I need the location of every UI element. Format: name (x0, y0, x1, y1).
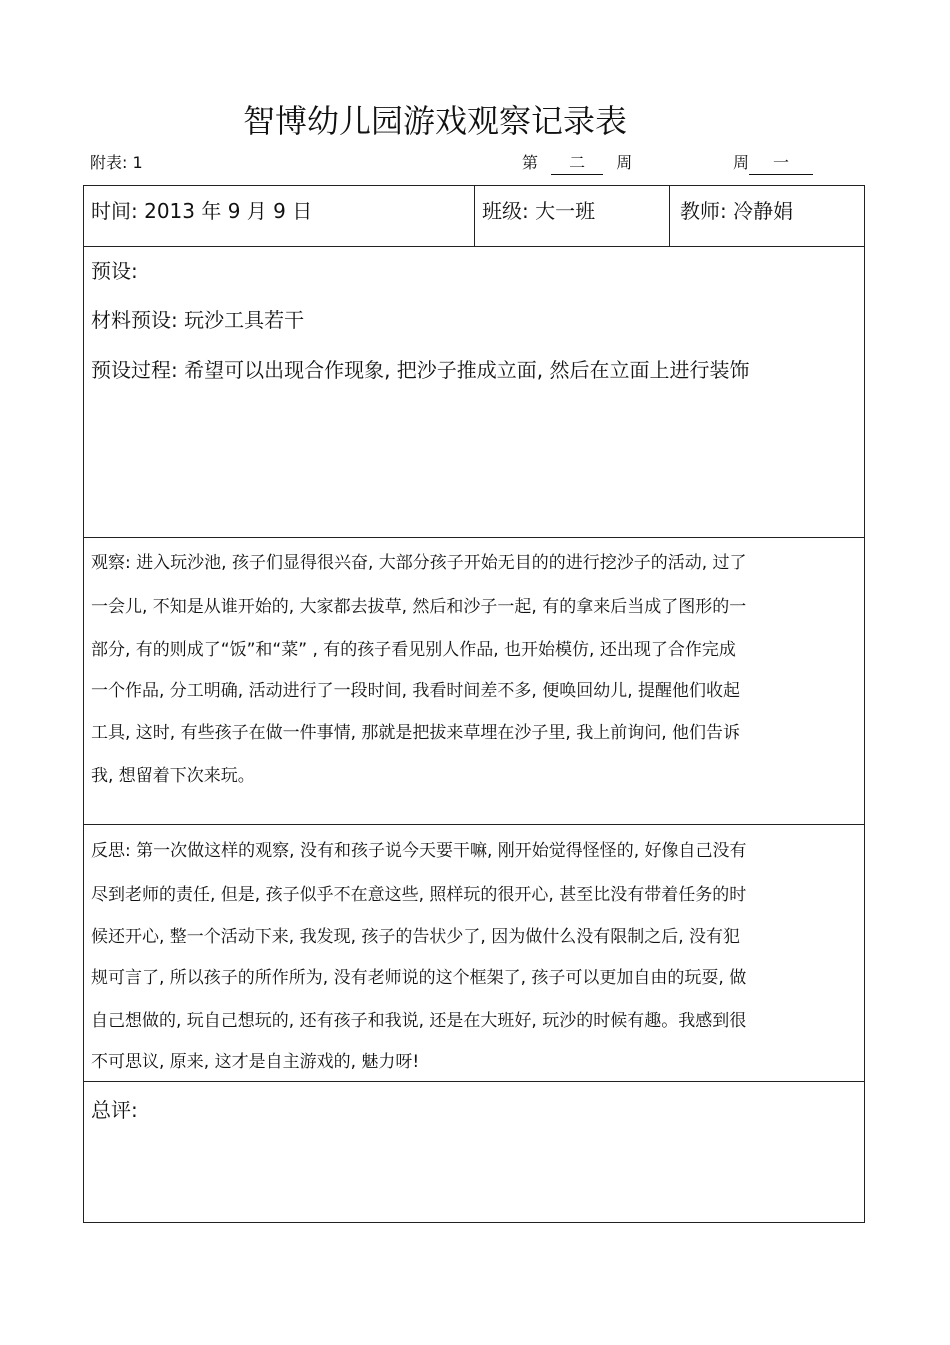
page-title: 智博幼儿园游戏观察记录表 (242, 102, 627, 140)
time-cell: 时间: 2013 年 9 月 9 日 (91, 199, 313, 223)
preset-heading: 预设: (91, 259, 138, 283)
column-divider (474, 185, 475, 247)
class-cell: 班级: 大一班 (482, 199, 596, 223)
week-value: 二 (551, 152, 603, 175)
week-suffix: 周 (616, 153, 633, 172)
observation-line: 工具, 这时, 有些孩子在做一件事情, 那就是把拔来草埋在沙子里, 我上前询问, 他们告诉 (91, 723, 741, 743)
observation-line: 观察: 进入玩沙池, 孩子们显得很兴奋, 大部分孩子开始无目的的进行挖沙子的活动, 过了 (91, 553, 747, 573)
teacher-cell: 教师: 冷静娟 (680, 199, 794, 223)
summary-heading: 总评: (91, 1098, 138, 1122)
observation-line: 我, 想留着下次来玩。 (91, 766, 255, 786)
observation-line: 部分, 有的则成了“饭”和“菜” , 有的孩子看见别人作品, 也开始模仿, 还出现了合作完成 (91, 640, 736, 660)
row-divider (83, 824, 865, 825)
weekday-prefix: 周 (733, 153, 750, 172)
row-divider (83, 1081, 865, 1082)
attachment-label: 附表: 1 (90, 153, 143, 172)
week-field (522, 152, 632, 175)
reflection-line: 候还开心, 整一个活动下来, 我发现, 孩子的告状少了, 因为做什么没有限制之后, 没有犯 (91, 927, 741, 947)
reflection-line: 不可思议, 原来, 这才是自主游戏的, 魅力呀! (91, 1052, 420, 1072)
weekday-field (733, 152, 813, 175)
week-prefix: 第 (522, 153, 539, 172)
reflection-line: 反思: 第一次做这样的观察, 没有和孩子说今天要干嘛, 刚开始觉得怪怪的, 好像自己没有 (91, 841, 747, 861)
reflection-line: 规可言了, 所以孩子的所作所为, 没有老师说的这个框架了, 孩子可以更加自由的玩耍, 做 (91, 968, 747, 988)
preset-process: 预设过程: 希望可以出现合作现象, 把沙子推成立面, 然后在立面上进行装饰 (91, 358, 750, 382)
preset-materials: 材料预设: 玩沙工具若干 (91, 308, 305, 332)
observation-line: 一会儿, 不知是从谁开始的, 大家都去拔草, 然后和沙子一起, 有的拿来后当成了图形的一 (91, 597, 747, 617)
reflection-line: 自己想做的, 玩自己想玩的, 还有孩子和我说, 还是在大班好, 玩沙的时候有趣。我感到很 (91, 1011, 747, 1031)
row-divider (83, 537, 865, 538)
weekday-value: 一 (749, 152, 813, 175)
reflection-line: 尽到老师的责任, 但是, 孩子似乎不在意这些, 照样玩的很开心, 甚至比没有带着任务的时 (91, 885, 747, 905)
observation-line: 一个作品, 分工明确, 活动进行了一段时间, 我看时间差不多, 便唤回幼儿, 提醒他们收起 (91, 681, 741, 701)
column-divider (669, 185, 670, 247)
